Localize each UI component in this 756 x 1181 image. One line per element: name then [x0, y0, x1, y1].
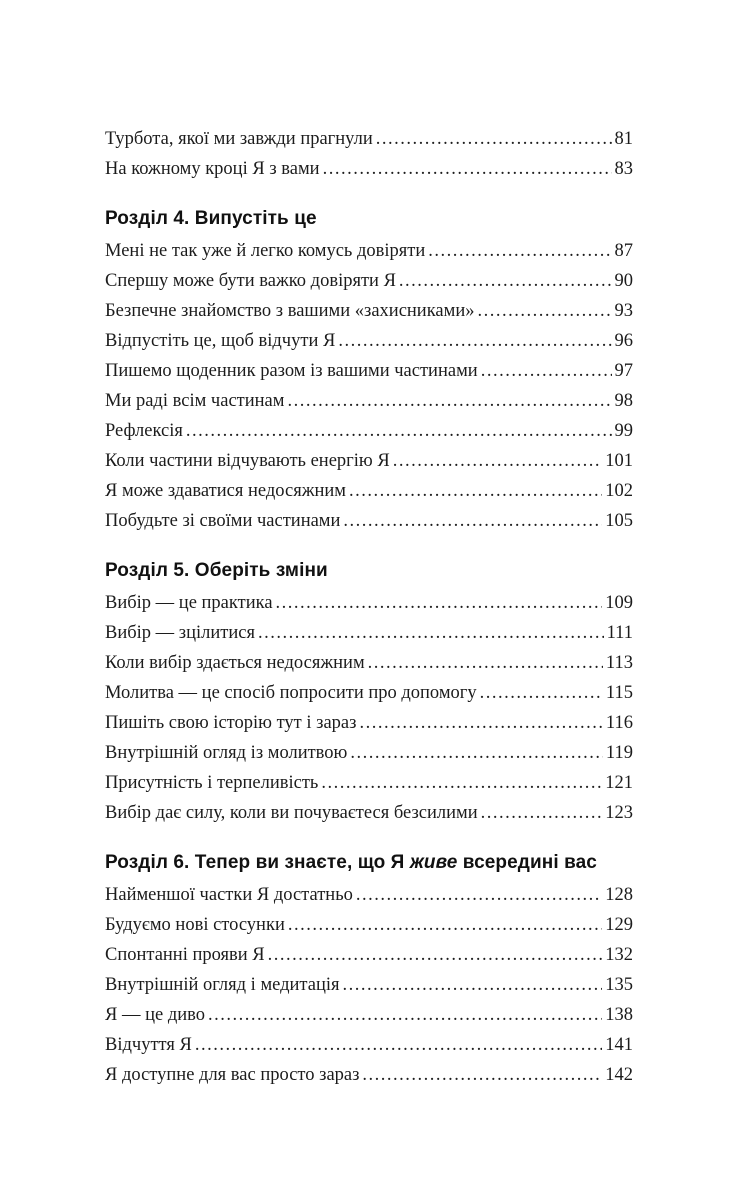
toc-entry-title: Вибір — це практика	[105, 593, 273, 613]
dot-leader	[428, 236, 611, 266]
toc-section	[105, 848, 633, 1090]
toc-section	[105, 556, 633, 828]
table-of-contents	[105, 124, 633, 1090]
toc-entry	[105, 154, 633, 184]
toc-entry-page-number: 93	[614, 301, 633, 321]
toc-entry-page-number: 97	[614, 361, 633, 381]
toc-entry-page-number: 119	[605, 743, 633, 763]
toc-entry-title: Вибір — зцілитися	[105, 623, 255, 643]
toc-entry-title: Молитва — це спосіб попросити про допомогу	[105, 683, 477, 703]
toc-entry-page-number: 102	[605, 481, 633, 501]
toc-entry	[105, 798, 633, 828]
toc-entry-page-number: 141	[605, 1035, 633, 1055]
toc-entry-title: Турбота, якої ми завжди прагнули	[105, 129, 373, 149]
toc-entry-title: Я доступне для вас просто зараз	[105, 1065, 360, 1085]
toc-entry	[105, 1000, 633, 1030]
toc-entry-title: Я може здаватися недосяжним	[105, 481, 346, 501]
toc-entry-page-number: 132	[605, 945, 633, 965]
toc-entry	[105, 236, 633, 266]
toc-entry-title: Мені не так уже й легко комусь довіряти	[105, 241, 426, 261]
toc-entry-title: Спонтанні прояви Я	[105, 945, 265, 965]
dot-leader	[258, 618, 604, 648]
chapter-heading-text: Розділ 6. Тепер ви знаєте, що Я	[105, 852, 410, 873]
toc-entry-title: Присутність і терпеливість	[105, 773, 319, 793]
chapter-heading	[105, 204, 633, 234]
toc-entry-title: Ми раді всім частинам	[105, 391, 285, 411]
toc-entry	[105, 940, 633, 970]
dot-leader	[186, 416, 612, 446]
toc-entry	[105, 446, 633, 476]
toc-entry-page-number: 135	[605, 975, 633, 995]
toc-entry-title: Коли частини відчувають енергію Я	[105, 451, 390, 471]
toc-entry-title: Відпустіть це, щоб відчути Я	[105, 331, 336, 351]
toc-entry-title: Найменшої частки Я достатньо	[105, 885, 353, 905]
toc-section	[105, 204, 633, 536]
toc-entry-title: Побудьте зі своїми частинами	[105, 511, 341, 531]
toc-entry	[105, 910, 633, 940]
toc-entry-page-number: 128	[605, 885, 633, 905]
toc-entry-page-number: 105	[605, 511, 633, 531]
chapter-heading	[105, 848, 633, 878]
toc-entry	[105, 970, 633, 1000]
chapter-heading-text: Розділ 4. Випустіть це	[105, 208, 317, 229]
toc-entry	[105, 618, 633, 648]
toc-entry	[105, 588, 633, 618]
dot-leader	[362, 1060, 602, 1090]
toc-entry	[105, 386, 633, 416]
toc-entry-title: Коли вибір здається недосяжним	[105, 653, 365, 673]
dot-leader	[323, 154, 612, 184]
dot-leader	[287, 386, 611, 416]
toc-entry	[105, 648, 633, 678]
chapter-heading-text: всередині вас	[457, 852, 597, 873]
toc-entry	[105, 738, 633, 768]
toc-entry	[105, 476, 633, 506]
dot-leader	[268, 940, 603, 970]
toc-entry-title: Спершу може бути важко довіряти Я	[105, 271, 396, 291]
toc-entry-page-number: 87	[614, 241, 633, 261]
toc-entry	[105, 678, 633, 708]
toc-entry	[105, 326, 633, 356]
toc-entry-title: Внутрішній огляд із молитвою	[105, 743, 348, 763]
toc-entry	[105, 416, 633, 446]
toc-entry-title: Рефлексія	[105, 421, 183, 441]
toc-entry-page-number: 142	[605, 1065, 633, 1085]
chapter-heading-italic-text: живе	[409, 852, 458, 873]
toc-entry-page-number: 116	[605, 713, 633, 733]
toc-entry-page-number: 109	[605, 593, 633, 613]
toc-entry-title: Пишемо щоденник разом із вашими частинами	[105, 361, 478, 381]
toc-entry-title: Я — це диво	[105, 1005, 205, 1025]
dot-leader	[321, 768, 602, 798]
toc-entry-title: Безпечне знайомство з вашими «захисниками»	[105, 301, 475, 321]
dot-leader	[478, 296, 612, 326]
dot-leader	[359, 708, 602, 738]
dot-leader	[208, 1000, 602, 1030]
dot-leader	[195, 1030, 602, 1060]
toc-entry-page-number: 129	[605, 915, 633, 935]
toc-entry-page-number: 121	[605, 773, 633, 793]
toc-entry-page-number: 96	[614, 331, 633, 351]
toc-entry-title: Відчуття Я	[105, 1035, 192, 1055]
toc-entry	[105, 1060, 633, 1090]
dot-leader	[338, 326, 611, 356]
toc-entry-page-number: 115	[605, 683, 633, 703]
dot-leader	[399, 266, 612, 296]
toc-entry-page-number: 83	[614, 159, 633, 179]
toc-entry-title: Пишіть свою історію тут і зараз	[105, 713, 357, 733]
dot-leader	[393, 446, 603, 476]
dot-leader	[376, 124, 612, 154]
toc-entry	[105, 296, 633, 326]
dot-leader	[481, 356, 612, 386]
dot-leader	[349, 476, 602, 506]
toc-section	[105, 124, 633, 184]
toc-entry	[105, 506, 633, 536]
toc-entry-title: Внутрішній огляд і медитація	[105, 975, 340, 995]
toc-entry-page-number: 101	[605, 451, 633, 471]
dot-leader	[343, 970, 603, 1000]
toc-entry-page-number: 123	[605, 803, 633, 823]
toc-entry-page-number: 99	[614, 421, 633, 441]
toc-entry	[105, 266, 633, 296]
toc-entry	[105, 124, 633, 154]
toc-entry-title: Будуємо нові стосунки	[105, 915, 285, 935]
toc-entry	[105, 1030, 633, 1060]
dot-leader	[368, 648, 603, 678]
dot-leader	[480, 678, 603, 708]
dot-leader	[343, 506, 602, 536]
toc-entry	[105, 356, 633, 386]
toc-entry	[105, 768, 633, 798]
toc-entry-page-number: 113	[605, 653, 633, 673]
toc-entry	[105, 880, 633, 910]
toc-entry-page-number: 81	[614, 129, 633, 149]
toc-entry-title: На кожному кроці Я з вами	[105, 159, 320, 179]
dot-leader	[288, 910, 602, 940]
dot-leader	[481, 798, 603, 828]
toc-entry	[105, 708, 633, 738]
dot-leader	[350, 738, 603, 768]
chapter-heading-text: Розділ 5. Оберіть зміни	[105, 560, 328, 581]
dot-leader	[276, 588, 603, 618]
toc-entry-page-number: 98	[614, 391, 633, 411]
toc-entry-page-number: 111	[606, 623, 633, 643]
toc-entry-title: Вибір дає силу, коли ви почуваєтеся безсилими	[105, 803, 478, 823]
chapter-heading	[105, 556, 633, 586]
toc-entry-page-number: 138	[605, 1005, 633, 1025]
dot-leader	[356, 880, 602, 910]
toc-entry-page-number: 90	[614, 271, 633, 291]
